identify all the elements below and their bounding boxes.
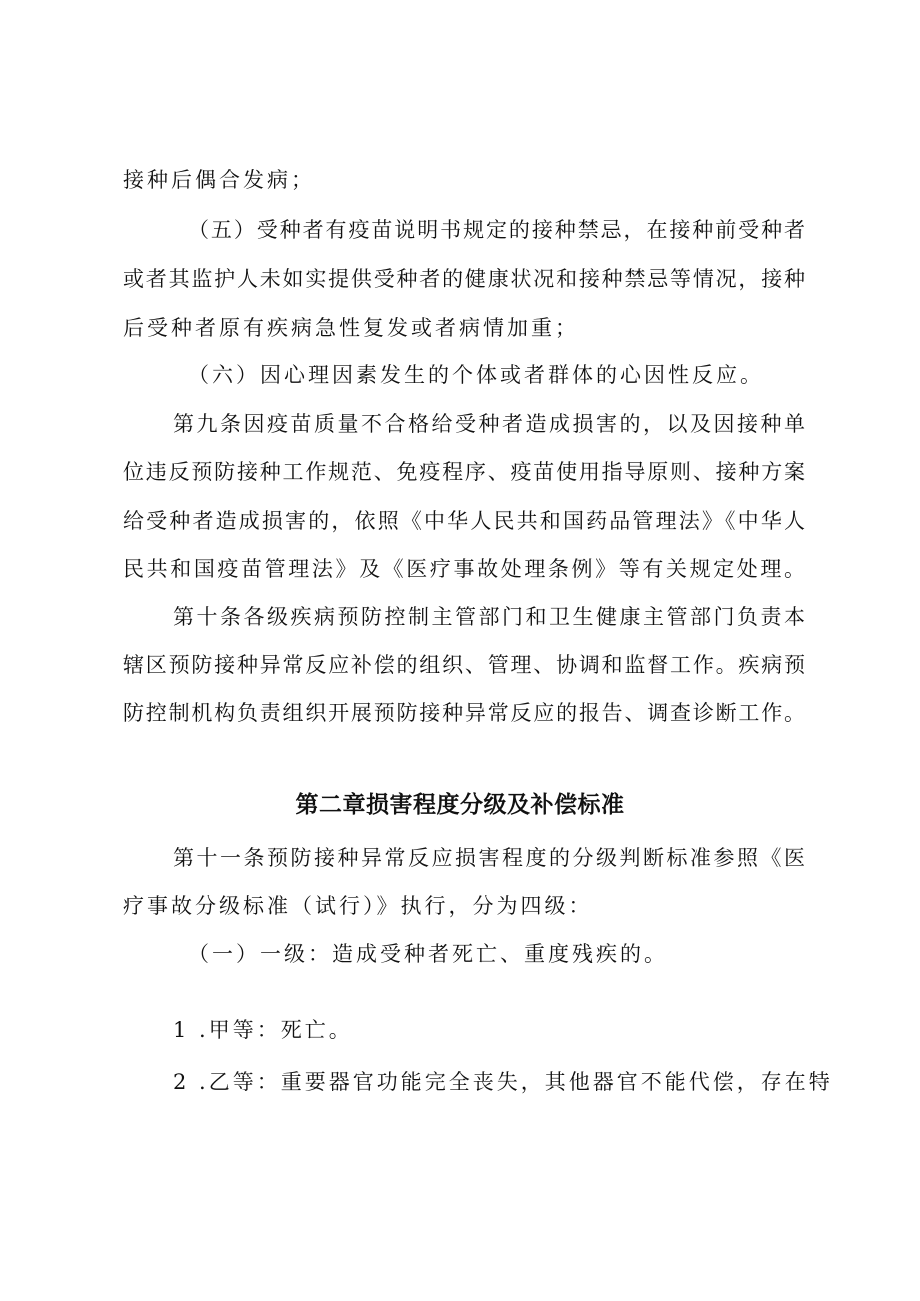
text-line: 第十一条预防接种异常反应损害程度的分级判断标准参照《医 — [173, 846, 805, 870]
text-line: 民共和国疫苗管理法》及《医疗事故处理条例》等有关规定处理。 — [123, 557, 805, 581]
list-item: 1 .甲等：死亡。 — [173, 1018, 353, 1042]
text-line: （一）一级：造成受种者死亡、重度残疾的。 — [188, 942, 668, 966]
text-line: 辖区预防接种异常反应补偿的组织、管理、协调和监督工作。疾病预 — [123, 653, 805, 677]
text-line: 位违反预防接种工作规范、免疫程序、疫苗使用指导原则、接种方案 — [123, 460, 805, 484]
text-line: 第十条各级疾病预防控制主管部门和卫生健康主管部门负责本 — [173, 605, 805, 629]
text-line: 给受种者造成损害的，依照《中华人民共和国药品管理法》《中华人 — [123, 509, 805, 533]
text-line: 或者其监护人未如实提供受种者的健康状况和接种禁忌等情况，接种 — [123, 267, 805, 291]
text-line: 第九条因疫苗质量不合格给受种者造成损害的，以及因接种单 — [173, 412, 805, 436]
text-line: 后受种者原有疾病急性复发或者病情加重； — [123, 316, 579, 340]
text-line: （五）受种者有疫苗说明书规定的接种禁忌，在接种前受种者 — [188, 218, 805, 242]
text-line: 接种后偶合发病； — [123, 168, 315, 192]
text-line: （六）因心理因素发生的个体或者群体的心因性反应。 — [188, 363, 764, 387]
text-line: 疗事故分级标准（试行）》执行，分为四级： — [123, 894, 593, 918]
chapter-heading: 第二章损害程度分级及补偿标准 — [295, 792, 625, 818]
list-item: 2 .乙等：重要器官功能完全丧失，其他器官不能代偿，存在特 — [173, 1070, 833, 1094]
text-line: 防控制机构负责组织开展预防接种异常反应的报告、调查诊断工作。 — [123, 701, 805, 725]
